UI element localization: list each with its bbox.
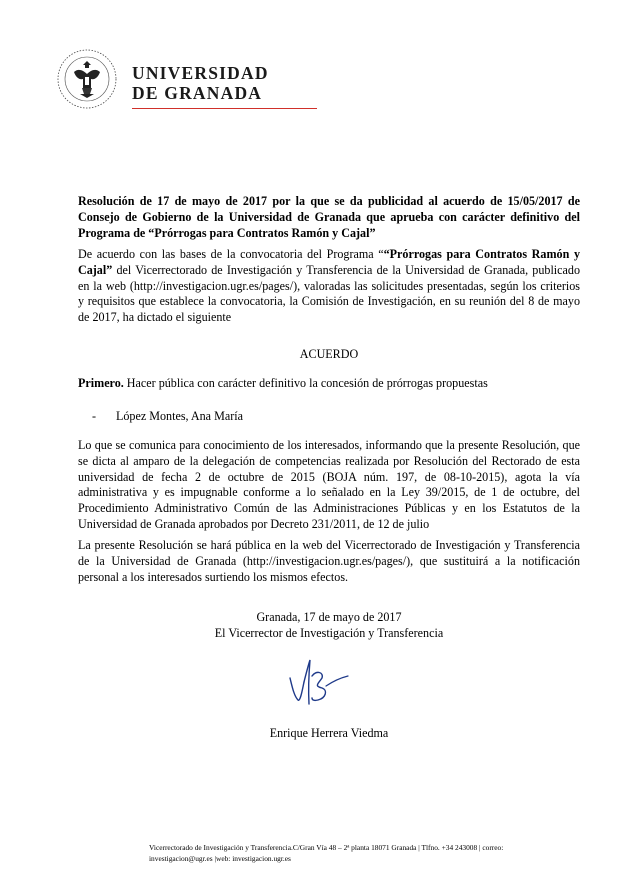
handwritten-signature-icon	[282, 656, 354, 714]
university-logo	[56, 48, 269, 114]
beneficiary-name: López Montes, Ana María	[116, 409, 243, 423]
legal-paragraph: Lo que se comunica para conocimiento de los interesados, informando que la presente Resolución, que se dicta al amparo de la delegación de competencias realizada por Resolución del Rectorado de esta universidad de fecha 2 de octubre de 2015 (BOJA núm. 197, de 08-10-2015), agota la vía administrativa y es impugnable conforme a lo señalado en la Ley 39/2015, de 1 de octubre, del Procedimiento Administrativo Común de las Administraciones Públicas y en los Estatutos de la Universidad de Granada aprobados por Decreto 231/2011, de 12 de julio	[78, 438, 580, 531]
program-name: “Prórrogas para Contratos Ramón y Cajal”	[78, 247, 580, 277]
signer-role: El Vicerrector de Investigación y Transferencia	[214, 625, 444, 640]
primero-text: Hacer pública con carácter definitivo la concesión de prórrogas propuestas	[123, 376, 488, 390]
logo-name-line2: DE GRANADA	[132, 83, 263, 103]
primero-label: Primero.	[78, 376, 124, 390]
intro-text-post: del Vicerrectorado de Investigación y Transferencia de la Universidad de Granada, publicado en la web (http://investigacion.ugr.es/pages/), valoradas las solicitudes presentadas, según los criterios y requisitos que establece la convocatoria, la Comisión de Investigación, en su reunión del 8 de mayo de 2017, ha dictado el siguiente	[78, 262, 580, 325]
intro-text-pre: De acuerdo con las bases de la convocatoria del Programa “	[78, 247, 384, 261]
list-bullet: -	[92, 409, 97, 423]
signer-name: Enrique Herrera Viedma	[269, 726, 389, 740]
list-item	[92, 409, 243, 424]
page-footer	[149, 842, 579, 864]
resolution-title: Resolución de 17 de mayo de 2017 por la que se da publicidad al acuerdo de 15/05/2017 de Consejo de Gobierno de la Universidad de Granada que aprueba con carácter definitivo del Programa de “Prórrogas para Contratos Ramón y Cajal”	[78, 194, 580, 240]
signature-block	[78, 610, 580, 642]
place-date: Granada, 17 de mayo de 2017	[256, 610, 402, 624]
primero-paragraph	[78, 376, 580, 392]
intro-paragraph	[78, 247, 580, 326]
footer-contact: investigacion@ugr.es |web: investigacion.ugr.es	[149, 854, 291, 863]
acuerdo-heading: ACUERDO	[299, 347, 359, 361]
footer-address: Vicerrectorado de Investigación y Transferencia.C/Gran Vía 48 – 2ª planta 18071 Granada | Tlfno. +34 243008 | correo:	[149, 843, 504, 852]
logo-accent-rule	[132, 108, 317, 109]
publication-paragraph: La presente Resolución se hará pública en la web del Vicerrectorado de Investigación y Transferencia de la Universidad de Granada (http://investigacion.ugr.es/pages/), que sustituirá a la notificación personal a los interesados surtiendo los mismos efectos.	[78, 538, 580, 584]
logo-name-line1: UNIVERSIDAD	[132, 63, 269, 83]
university-seal-icon	[56, 48, 118, 110]
